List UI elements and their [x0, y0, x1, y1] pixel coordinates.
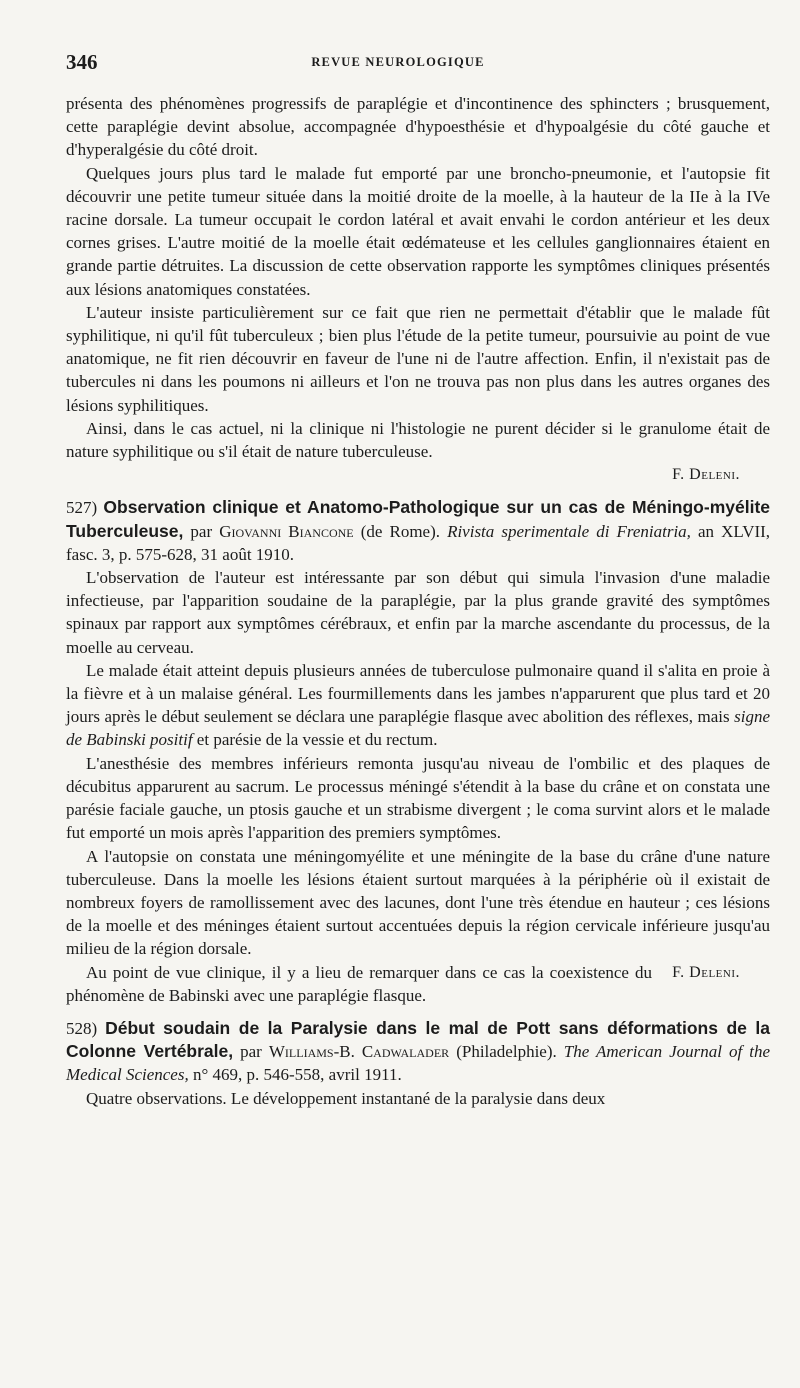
entry-author: Williams-B. Cadwalader [268, 1042, 450, 1062]
entry-title: Début soudain de la Paralysie dans le mal de Pott sans déformations de la Colonne Vertébrale, [66, 1017, 771, 1062]
entry-affiliation: (de Rome). [360, 521, 440, 541]
signature: F. Deleni. [672, 466, 740, 484]
paragraph: Quelques jours plus tard le malade fut emporté par une broncho-pneumonie, et l'autopsie fit découvrir une petite tumeur située dans la moitié droite de la moelle, à la hauteur de la IIe à la IVe racine dorsale. La tumeur occupait le cordon latéral et avait envahi le cordon antérieur et les deux cornes grises. L'autre moitié de la moelle était œdémateuse et les cellules ganglionnaires étaient en grande partie détruites. La discussion de cette observation rapporte les symptômes cliniques présentés aux lésions anatomiques constatées. [66, 163, 770, 299]
entry-journal: The American Journal of the Medical Sciences, [66, 1042, 770, 1085]
entry-reference: an XLVII, fasc. 3, p. 575-628, 31 août 1910. [66, 521, 771, 564]
abstract-entry-528 [66, 1017, 770, 1110]
text-run: Au point de vue clinique, il y a lieu de remarquer dans ce cas la coexistence du phénomène de Babinski avec une paraplégie flasque. [66, 962, 653, 1005]
entry-heading [66, 496, 770, 566]
text-run: Le malade était atteint depuis plusieurs années de tuberculose pulmonaire quand il s'alita en proie à la fièvre et à un malaise général. Les fourmillements dans les jambes n'apparurent que plus tard et 20 jours après le début seulement se déclara une paraplégie flasque avec abolition des réflexes, mais [66, 660, 770, 727]
paragraph: L'anesthésie des membres inférieurs remonta jusqu'au niveau de l'ombilic et des plaques de décubitus apparurent au sacrum. Le processus méningé s'étendit à la base du crâne et on constata une parésie faciale gauche, un ptosis gauche et un strabisme divergent ; le coma survint alors et le malade fut emporté un mois après l'apparition des premiers symptômes. [66, 753, 770, 843]
entry-author: Giovanni Biancone [219, 521, 354, 541]
entry-by: par [240, 1042, 262, 1062]
paragraph: présenta des phénomènes progressifs de paraplégie et d'incontinence des sphincters ; brusquement, cette paraplégie devint absolue, accompagnée d'hypoesthésie et d'hypoalgésie du côté gauche et d'hyperalgésie du côté droit. [66, 94, 770, 160]
entry-title: Observation clinique et Anatomo-Pathologique sur un cas de Méningo-myélite Tuberculeuse, [66, 497, 771, 541]
paragraph [66, 659, 770, 752]
text-run: et parésie de la vessie et du rectum. [196, 730, 438, 750]
entry-journal: Rivista sperimentale di Freniatria, [447, 521, 691, 541]
paragraph: A l'autopsie on constata une méningomyélite et une méningite de la base du crâne d'une nature tuberculeuse. Dans la moelle les lésions étaient surtout marquées à la périphérie où il existait de nombreux foyers de ramollissement avec des lacunes, dont l'une très étendue en hauteur ; ces lésions de la moelle et des méninges étaient surtout accentuées depuis la région cervicale inférieure jusqu'au milieu de la région dorsale. [66, 846, 770, 959]
entry-number: 528) [66, 1018, 98, 1038]
paragraph: Quatre observations. Le développement instantané de la paralysie dans deux [86, 1088, 606, 1108]
paragraph: L'observation de l'auteur est intéressante par son début qui simula l'invasion d'une maladie infectieuse, par l'apparition soudaine de la paraplégie, par la plus grande gravité des symptômes spinaux par rapport aux symptômes cérébraux, et enfin par la marche ascendante du processus, de la moelle au cerveau. [66, 568, 770, 657]
abstract-entry-527 [66, 496, 770, 1006]
running-header [66, 50, 770, 74]
page-number: 346 [66, 50, 98, 74]
entry-reference: n° 469, p. 546-558, avril 1911. [192, 1065, 402, 1085]
entry-affiliation: (Philadelphie). [456, 1042, 557, 1062]
paragraph: L'auteur insiste particulièrement sur ce fait que rien ne permettait d'établir que le malade fût syphilitique, ni qu'il fût tuberculeux ; bien plus l'étude de la petite tumeur, poursuivie au point de vue anatomique, ne fit rien découvrir en faveur de l'une ni de l'autre affection. Enfin, il n'existait pas de tubercules ni dans les poumons ni ailleurs et l'on ne trouva pas non plus dans les autres organes des lésions syphilitiques. [66, 302, 770, 415]
entry-by: par [190, 521, 213, 541]
signature: F. Deleni. [672, 963, 740, 981]
paragraph [66, 961, 770, 1007]
page-text [66, 92, 770, 1110]
emphasis: signe de Babinski positif [66, 707, 770, 750]
entry-heading [66, 1017, 770, 1087]
running-title: REVUE NEUROLOGIQUE [311, 55, 485, 69]
entry-number: 527) [66, 498, 98, 518]
paragraph: Ainsi, dans le cas actuel, ni la clinique ni l'histologie ne purent décider si le granulome était de nature syphilitique ou s'il était de nature tuberculeuse. [66, 418, 770, 462]
